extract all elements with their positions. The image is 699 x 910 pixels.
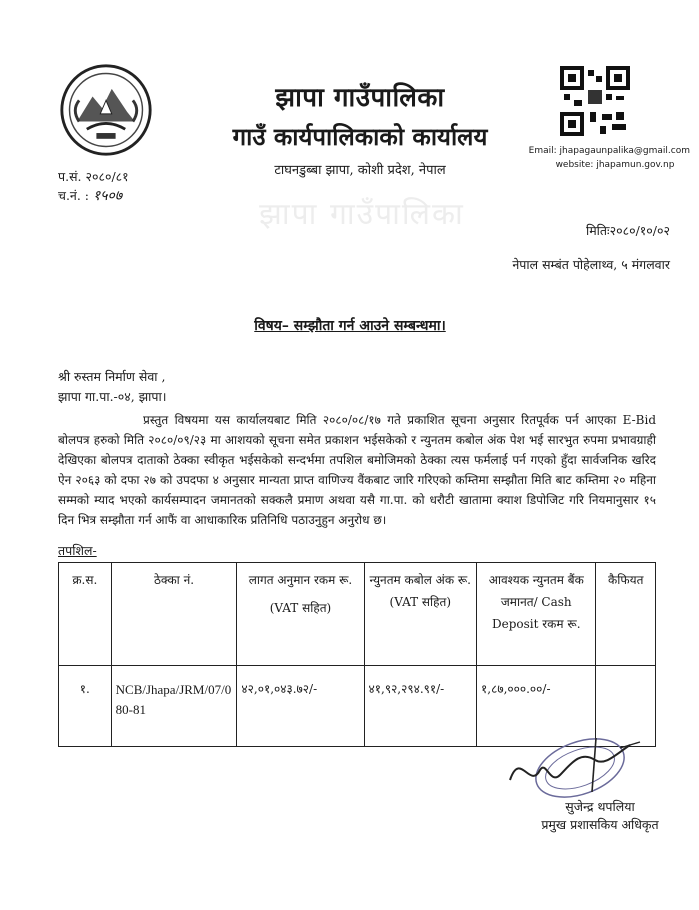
table-header-row [59, 563, 656, 666]
header-estimated-cost-l1: लागत अनुमान रकम रू. [248, 573, 353, 587]
office-title-line2: गाउँ कार्यपालिकाको कार्यालय [232, 122, 488, 151]
row-guarantee: १,८७,०००.००/- [477, 666, 596, 747]
signatory-name: सुजेन्द्र थपलिया [565, 799, 635, 814]
header-min-bid: न्युनतम कबोल अंक रू. (VAT सहित) [364, 563, 477, 666]
office-address: टाघनडुब्बा झापा, कोशी प्रदेश, नेपाल [274, 163, 446, 178]
letter-body: प्रस्तुत विषयमा यस कार्यालयबाट मिति २०८०/०८/१७ गते प्रकाशित सूचना अनुसार रितपूर्वक पर्न आएका E-Bid बोलपत्र हरुको मिति २०८०/०९/२३ मा आशयको सूचना समेत प्रकाशन भईसकेको र न्युनतम कबोल अंक पेश भई सारभुत रुपमा प्रभावग्राही देखिएका बोलपत्र दाताको ठेक्का स्वीकृत भईसकेको सन्दर्भमा तपशिल बमोजिमको ठेक्का त्यस फर्मलाई पर्न गएको हुँदा सार्वजनिक खरिद ऐन २०६३ को दफा २७ को उपदफा ४ अनुसार मान्यता प्राप्त वाणिज्य वैंकबाट जारि गरिएको कम्तिमा सम्झौता मिति बाट कम्तिमा २० महिना सम्मको म्याद भएको कार्यसम्पादन जमानतको सक्कलै प्रमाण अथवा यसै गा.पा. को धरौटी खातामा क्याश डिपोजिट गरि नियमानुसार १५ दिन भित्र सम्झौता गर्न आफैं वा आधाकारिक प्रतिनिधि पठाउनुहुन अनुरोध छ। [58, 413, 656, 527]
header-estimated-cost-l2: (VAT सहित) [269, 601, 332, 615]
signatory-title: प्रमुख प्रशासकिय अधिकृत [541, 817, 659, 832]
row-contract-no: NCB/Jhapa/JRM/07/080-81 [111, 666, 237, 747]
recipient-address: झापा गा.पा.-०४, झापा। [58, 389, 167, 404]
row-min-bid: ४१,९२,२९४.९१/- [364, 666, 477, 747]
header-contract-no: ठेक्का नं. [111, 563, 237, 666]
office-website: website: jhapamun.gov.np [555, 160, 675, 170]
row-estimated-cost: ४२,०१,०४३.७२/- [237, 666, 364, 747]
nepal-sambat-date: नेपाल सम्बंत पोहेलाथ्व, ५ मंगलवार [512, 257, 670, 272]
row-sn: १. [59, 666, 112, 747]
letter-date: मितिः२०८०/१०/०२ [585, 223, 670, 238]
nepal-emblem-icon [58, 62, 154, 158]
office-email: Email: jhapagaunpalika@gmail.com [528, 146, 690, 156]
header-estimated-cost [237, 563, 364, 666]
recipient-name: श्री रुस्तम निर्माण सेवा , [58, 369, 166, 384]
chalani-label: च.नं. : [58, 188, 90, 203]
tapsil-label: तपशिल- [58, 543, 97, 558]
chalani-value: १५०७ [93, 188, 123, 204]
header-remarks: कैफियत [596, 563, 656, 666]
contract-table [58, 562, 656, 747]
chalani-number [58, 186, 122, 205]
qr-code-icon [560, 66, 630, 136]
patra-sankhya: प.सं. २०८०/८१ [58, 169, 129, 184]
header-sn: क्र.स. [59, 563, 112, 666]
signature-stamp-icon [500, 730, 650, 800]
office-title-line1: झापा गाउँपालिका [275, 83, 445, 113]
header-guarantee: आवश्यक न्युनतम बैंक जमानत/ Cash Deposit रकम रू. [477, 563, 596, 666]
watermark: झापा गाउँपालिका [259, 197, 465, 232]
letter-subject: विषय– सम्झौता गर्न आउने सम्बन्धमा। [254, 318, 446, 334]
